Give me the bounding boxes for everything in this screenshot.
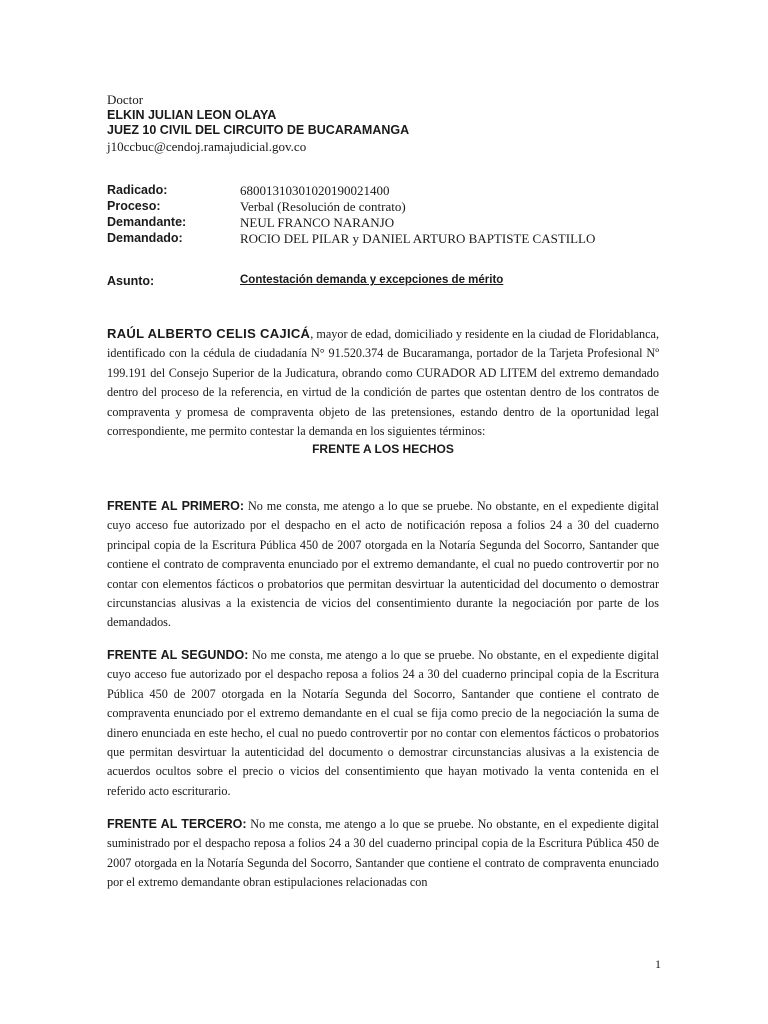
- author-name: RAÚL ALBERTO CELIS CAJICÁ: [107, 326, 311, 341]
- fact-text: No me consta, me atengo a lo que se pruebe. No obstante, en el expediente digital suministrado por el despacho reposa a folios 24 a 30 del cuaderno principal copia de la Escritura Pública 450 de 2007 otorgada en la Notaría Segunda del Socorro, Santander que contiene el contrato de compraventa enunciado por el extremo demandante obran estipulaciones relacionadas con: [107, 817, 660, 890]
- case-label: Proceso:: [107, 199, 161, 213]
- case-value: 68001310301020190021400: [240, 183, 390, 198]
- subject-line: [107, 274, 659, 292]
- fact-text: No me consta, me atengo a lo que se pruebe. No obstante, en el expediente digital cuyo acceso fue autorizado por el despacho en el acto de notificación reposa a folios 24 a 30 del cuaderno principal copia de la Escritura Pública 450 de 2007 otorgada en la Notaría Segunda del Socorro, Santander que contiene el contrato de compraventa enunciado por el extremo demandante, el cual no puedo controvertir por no contar con elementos fácticos o probatorios que permitan desvirtuar la autenticidad del documento o demostrar circunstancias alusivas a la existencia de vicios del consentimiento durante la negociación por parte de los demandados.: [107, 499, 660, 630]
- case-row-radicado: [107, 183, 659, 199]
- case-value: NEUL FRANCO NARANJO: [240, 215, 395, 230]
- fact-text: No me consta, me atengo a lo que se pruebe. No obstante, en el expediente digital cuyo acceso fue autorizado por el despacho reposa a folios 24 a 30 del cuaderno principal copia de la Escritura Pública 450 de 2007 otorgada en la Notaría Segunda del Socorro, Santander que contiene el contrato de compraventa enunciado por el extremo demandante en el cual se fija como precio de la negociación la suma de dinero enunciada en este hecho, el cual no puedo controvertir por no contar con elementos fácticos o probatorios que permitan desvirtuar la autenticidad del documento o demostrar circunstancias alusivas a la existencia de acuerdos ocultos sobre el precio o vicios del consentimiento que hayan motivado la venta contenida en el referido acto escriturario.: [107, 648, 659, 798]
- page-number: 1: [655, 957, 661, 971]
- subject-value: Contestación demanda y excepciones de mérito: [240, 274, 504, 286]
- fact-paragraph-second: [107, 646, 659, 801]
- fact-lead: FRENTE AL PRIMERO:: [107, 499, 245, 513]
- case-row-proceso: [107, 199, 659, 215]
- case-value: Verbal (Resolución de contrato): [240, 199, 406, 214]
- case-row-demandante: [107, 215, 659, 231]
- case-label: Radicado:: [107, 183, 168, 197]
- fact-paragraph-third: [107, 815, 659, 893]
- subject-label: Asunto:: [107, 274, 155, 288]
- intro-paragraph: [107, 324, 659, 441]
- case-label: Demandante:: [107, 215, 187, 229]
- section-heading: FRENTE A LOS HECHOS: [312, 442, 454, 456]
- case-label: Demandado:: [107, 231, 183, 245]
- recipient-email: j10ccbuc@cendoj.ramajudicial.gov.co: [107, 138, 307, 154]
- intro-text: , mayor de edad, domiciliado y residente en la ciudad de Floridablanca, identificado con la cédula de ciudadanía N° 91.520.374 de Bucaramanga, portador de la Tarjeta Profesional Nº 199.191 del Consejo Superior de la Judicatura, obrando como CURADOR AD LITEM del extremo demandado dentro del proceso de la referencia, en virtud de la condición de partes que ostentan dentro de los contratos de compraventa y promesa de compraventa objeto de las pretensiones, estando dentro de la oportunidad legal correspondiente, me permito contestar la demanda en los siguientes términos:: [107, 327, 659, 439]
- recipient-position: JUEZ 10 CIVIL DEL CIRCUITO DE BUCARAMANGA: [107, 123, 410, 137]
- case-row-demandado: [107, 231, 659, 247]
- recipient-salutation: Doctor: [107, 92, 144, 107]
- case-details: [107, 183, 659, 247]
- fact-lead: FRENTE AL TERCERO:: [107, 817, 247, 831]
- document-page: [107, 0, 659, 1024]
- recipient-block: [107, 92, 409, 154]
- case-value: ROCIO DEL PILAR y DANIEL ARTURO BAPTISTE CASTILLO: [240, 231, 596, 246]
- fact-paragraph-first: [107, 497, 659, 633]
- fact-lead: FRENTE AL SEGUNDO:: [107, 648, 249, 662]
- recipient-name: ELKIN JULIAN LEON OLAYA: [107, 107, 277, 122]
